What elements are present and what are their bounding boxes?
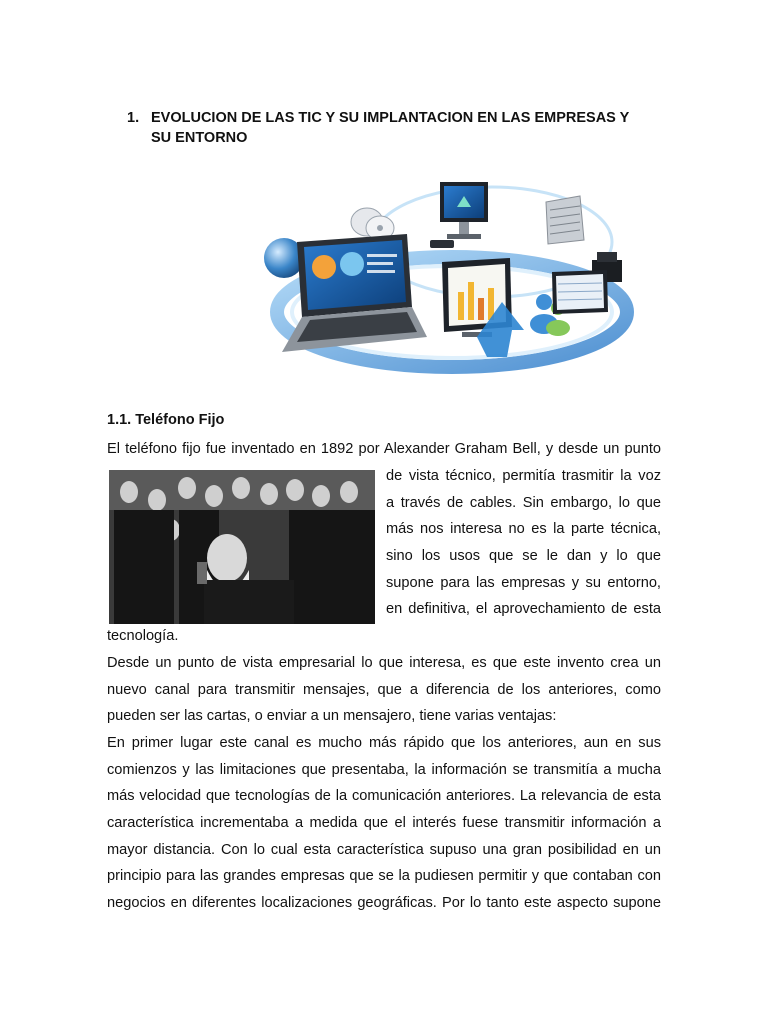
- text-line: nuevo canal para transmitir mensajes, que a diferencia de los anteriores, como: [107, 682, 661, 698]
- text-line: En primer lugar este canal es mucho más rápido que los anteriores, aun en sus: [107, 735, 661, 751]
- bell-face: [207, 534, 247, 582]
- text-line: negocios en diferentes localizaciones geográficas. Por lo tanto este aspecto supone: [107, 895, 661, 911]
- text-line: pueden ser las cartas, o enviar a un mensajero, tiene varias ventajas:: [107, 708, 557, 724]
- text-line: tecnología.: [107, 628, 179, 644]
- text-line: mayor distancia. Con lo cual esta característica supuso una gran posibilidad en un: [107, 842, 661, 858]
- heading-number: 1.: [127, 110, 140, 126]
- text-line: El teléfono fijo fue inventado en 1892 por Alexander Graham Bell, y desde un punto: [107, 441, 661, 457]
- tic-illustration: [262, 162, 634, 382]
- text-line: más velocidad que tecnologías de la comunicación anteriores. La relevancia de esta: [107, 788, 661, 804]
- text-line: a través de cables. Sin embargo, lo que: [386, 495, 661, 511]
- bell-telephone-photo: [109, 470, 375, 624]
- phone-icon: [430, 240, 454, 248]
- text-line: principio para las grandes empresas que se la pudiesen permitir y que contaban con: [107, 868, 661, 884]
- text-line: de vista técnico, permitía trasmitir la voz: [386, 468, 661, 484]
- server-icon: [546, 196, 584, 244]
- heading-line-1: EVOLUCION DE LAS TIC Y SU IMPLANTACION EN LAS EMPRESAS Y: [151, 110, 630, 126]
- text-line: Desde un punto de vista empresarial lo que interesa, es que este invento crea un: [107, 655, 661, 671]
- spreadsheet-monitor-icon: [552, 270, 608, 314]
- subsection-heading: 1.1. Teléfono Fijo: [107, 412, 225, 428]
- text-line: comienzos y las limitaciones que presentaba, la información se transmitía a mucha: [107, 762, 661, 778]
- text-line: supone para las empresas y su entorno,: [386, 575, 661, 591]
- heading-text: [151, 108, 667, 148]
- text-line: en definitiva, el aprovechamiento de esta: [386, 601, 661, 617]
- cd-icon: [351, 208, 394, 240]
- laptop-icon: [282, 234, 427, 352]
- text-line: sino los usos que se le dan y lo que: [386, 548, 661, 564]
- telephone-receiver-icon: [197, 562, 207, 584]
- heading-line-2: SU ENTORNO: [151, 130, 248, 146]
- section-heading: [127, 108, 667, 148]
- text-line: más nos interesa no es la parte técnica,: [386, 521, 661, 537]
- text-line: característica incrementaba a medida que el interés fuese transmitir información a: [107, 815, 661, 831]
- monitor-icon: [440, 182, 488, 239]
